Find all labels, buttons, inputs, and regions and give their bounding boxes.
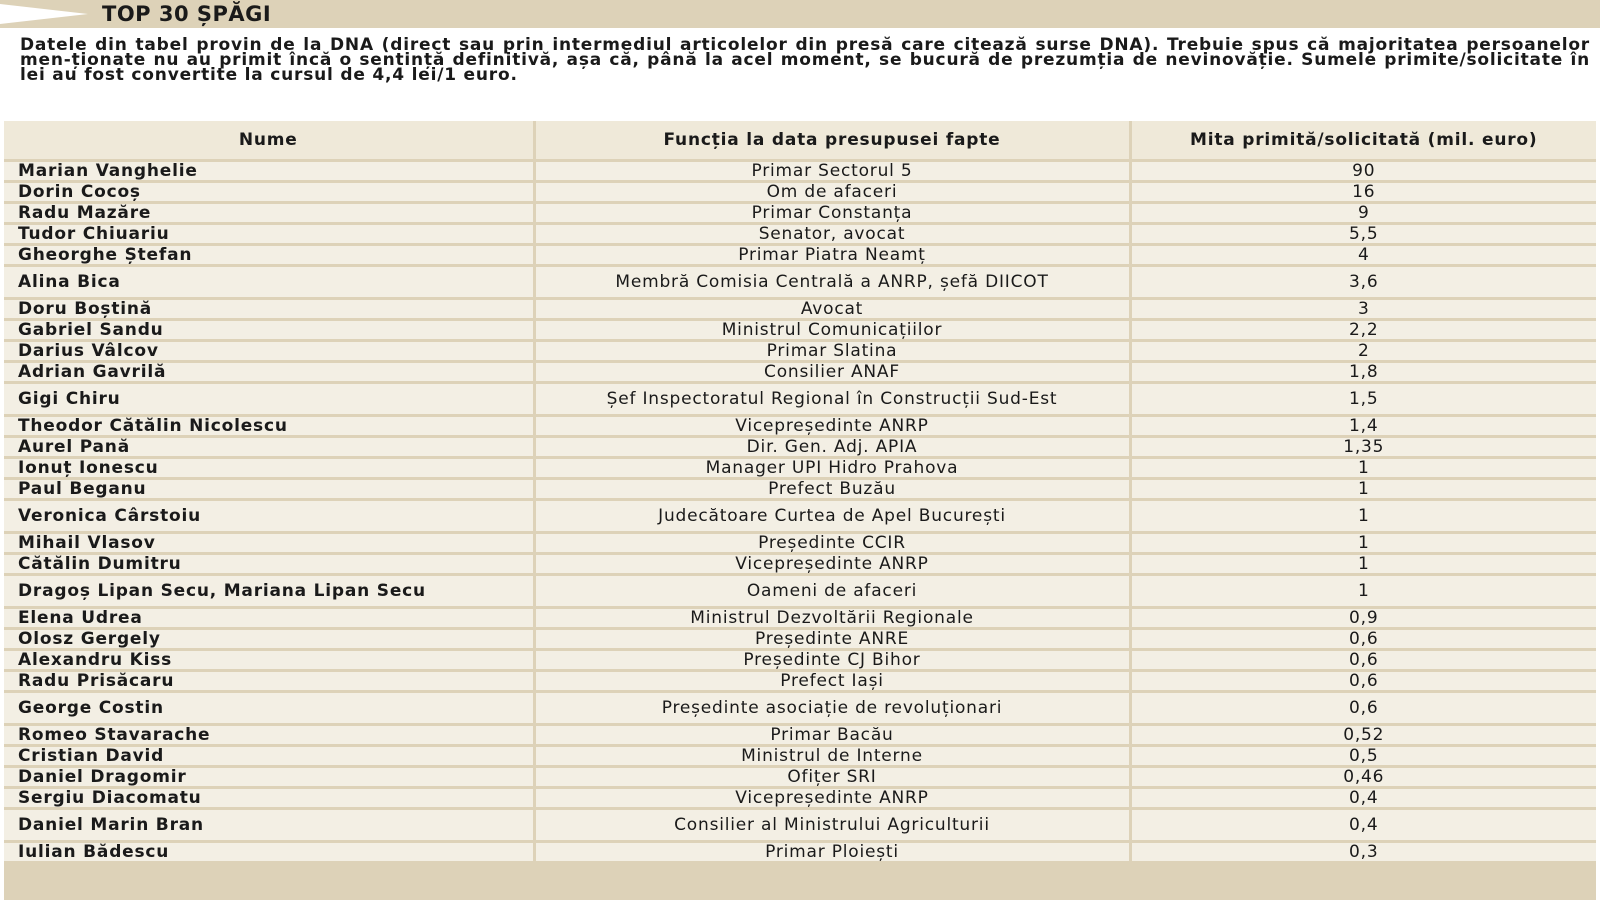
table-row: [4, 245, 1596, 266]
row-function: Prefect Iași: [534, 671, 1130, 692]
row-value: 1: [1130, 554, 1596, 575]
row-value: 1: [1130, 533, 1596, 554]
table-row: [4, 809, 1596, 842]
row-value: 1: [1130, 500, 1596, 533]
row-name: Cristian David: [4, 746, 534, 767]
row-name: Aurel Pană: [4, 437, 534, 458]
arrow-icon: [0, 4, 88, 24]
row-name: Paul Beganu: [4, 479, 534, 500]
table-row: [4, 437, 1596, 458]
row-name: Dorin Cocoș: [4, 182, 534, 203]
table-row: [4, 767, 1596, 788]
row-function: Primar Ploiești: [534, 842, 1130, 863]
row-function: Președinte CCIR: [534, 533, 1130, 554]
row-value: 9: [1130, 203, 1596, 224]
row-value: 1,4: [1130, 416, 1596, 437]
row-name: George Costin: [4, 692, 534, 725]
table-row: [4, 842, 1596, 863]
row-function: Președinte ANRE: [534, 629, 1130, 650]
row-function: Primar Piatra Neamț: [534, 245, 1130, 266]
row-name: Cătălin Dumitru: [4, 554, 534, 575]
row-name: Tudor Chiuariu: [4, 224, 534, 245]
row-value: 0,9: [1130, 608, 1596, 629]
row-value: 16: [1130, 182, 1596, 203]
row-value: 1: [1130, 575, 1596, 608]
row-name: Veronica Cârstoiu: [4, 500, 534, 533]
column-header-function: Funcția la data presupusei fapte: [534, 121, 1130, 161]
row-function: Ministrul de Interne: [534, 746, 1130, 767]
row-name: Adrian Gavrilă: [4, 362, 534, 383]
row-function: Vicepreședinte ANRP: [534, 554, 1130, 575]
row-name: Gheorghe Ștefan: [4, 245, 534, 266]
row-value: 1: [1130, 479, 1596, 500]
row-value: 1,8: [1130, 362, 1596, 383]
table-row: [4, 458, 1596, 479]
row-function: Oameni de afaceri: [534, 575, 1130, 608]
row-name: Alexandru Kiss: [4, 650, 534, 671]
row-name: Radu Prisăcaru: [4, 671, 534, 692]
table-row: [4, 575, 1596, 608]
table-row: [4, 629, 1596, 650]
table-row: [4, 203, 1596, 224]
table-row: [4, 479, 1596, 500]
table-row: [4, 266, 1596, 299]
row-name: Elena Udrea: [4, 608, 534, 629]
table-row: [4, 224, 1596, 245]
row-value: 0,6: [1130, 671, 1596, 692]
row-name: Alina Bica: [4, 266, 534, 299]
row-function: Șef Inspectoratul Regional în Construcții Sud-Est: [534, 383, 1130, 416]
table-row: [4, 692, 1596, 725]
row-name: Mihail Vlasov: [4, 533, 534, 554]
row-value: 0,46: [1130, 767, 1596, 788]
row-function: Consilier al Ministrului Agriculturii: [534, 809, 1130, 842]
column-header-name: Nume: [4, 121, 534, 161]
table-row: [4, 299, 1596, 320]
table-row: [4, 788, 1596, 809]
intro-paragraph: Datele din tabel provin de la DNA (direct sau prin intermediul articolelor din presă care citează surse DNA). Trebuie spus că majoritatea persoanelor men-ționate nu au primit încă o sentință definitivă, așa că, până la acel moment, se bucură de prezumția de nevinovăție. Sumele primite/solicitate în lei au fost convertite la cursul de 4,4 lei/1 euro.: [20, 35, 1590, 85]
row-function: Primar Constanța: [534, 203, 1130, 224]
column-header-bribe: Mita primită/solicitată (mil. euro): [1130, 121, 1596, 161]
row-name: Radu Mazăre: [4, 203, 534, 224]
table-row: [4, 416, 1596, 437]
row-name: Romeo Stavarache: [4, 725, 534, 746]
table-row: [4, 161, 1596, 182]
row-function: Consilier ANAF: [534, 362, 1130, 383]
row-value: 0,3: [1130, 842, 1596, 863]
row-function: Primar Bacău: [534, 725, 1130, 746]
table-row: [4, 554, 1596, 575]
row-value: 0,5: [1130, 746, 1596, 767]
row-value: 3,6: [1130, 266, 1596, 299]
page-title: TOP 30 ȘPĂGI: [102, 2, 272, 26]
table-row: [4, 383, 1596, 416]
row-value: 90: [1130, 161, 1596, 182]
table-row: [4, 182, 1596, 203]
row-value: 0,6: [1130, 650, 1596, 671]
row-value: 2,2: [1130, 320, 1596, 341]
row-name: Marian Vanghelie: [4, 161, 534, 182]
row-function: Ministrul Dezvoltării Regionale: [534, 608, 1130, 629]
row-function: Ofițer SRI: [534, 767, 1130, 788]
table-row: [4, 362, 1596, 383]
table-row: [4, 650, 1596, 671]
row-function: Om de afaceri: [534, 182, 1130, 203]
row-function: Membră Comisia Centrală a ANRP, șefă DIICOT: [534, 266, 1130, 299]
row-value: 0,6: [1130, 629, 1596, 650]
row-function: Dir. Gen. Adj. APIA: [534, 437, 1130, 458]
row-name: Sergiu Diacomatu: [4, 788, 534, 809]
row-value: 3: [1130, 299, 1596, 320]
row-name: Daniel Marin Bran: [4, 809, 534, 842]
table-row: [4, 671, 1596, 692]
row-name: Iulian Bădescu: [4, 842, 534, 863]
row-name: Darius Vâlcov: [4, 341, 534, 362]
row-function: Senator, avocat: [534, 224, 1130, 245]
table-row: [4, 608, 1596, 629]
table-header-row: [4, 121, 1596, 161]
table-row: [4, 746, 1596, 767]
row-name: Gigi Chiru: [4, 383, 534, 416]
row-function: Primar Slatina: [534, 341, 1130, 362]
row-name: Dragoș Lipan Secu, Mariana Lipan Secu: [4, 575, 534, 608]
row-value: 0,4: [1130, 788, 1596, 809]
row-value: 0,4: [1130, 809, 1596, 842]
row-name: Theodor Cătălin Nicolescu: [4, 416, 534, 437]
title-bar: [0, 0, 1600, 28]
row-function: Judecătoare Curtea de Apel București: [534, 500, 1130, 533]
table-row: [4, 533, 1596, 554]
row-name: Doru Boștină: [4, 299, 534, 320]
table-row: [4, 725, 1596, 746]
row-value: 0,6: [1130, 692, 1596, 725]
row-function: Președinte CJ Bihor: [534, 650, 1130, 671]
row-function: Vicepreședinte ANRP: [534, 788, 1130, 809]
row-function: Prefect Buzău: [534, 479, 1130, 500]
row-value: 1: [1130, 458, 1596, 479]
row-function: Președinte asociație de revoluționari: [534, 692, 1130, 725]
row-function: Avocat: [534, 299, 1130, 320]
table-row: [4, 341, 1596, 362]
row-function: Ministrul Comunicațiilor: [534, 320, 1130, 341]
table-row: [4, 320, 1596, 341]
row-value: 5,5: [1130, 224, 1596, 245]
row-value: 0,52: [1130, 725, 1596, 746]
row-name: Gabriel Sandu: [4, 320, 534, 341]
bribes-table: [4, 121, 1596, 864]
row-function: Manager UPI Hidro Prahova: [534, 458, 1130, 479]
row-name: Daniel Dragomir: [4, 767, 534, 788]
row-function: Vicepreședinte ANRP: [534, 416, 1130, 437]
row-value: 1,5: [1130, 383, 1596, 416]
row-name: Ionuț Ionescu: [4, 458, 534, 479]
row-name: Olosz Gergely: [4, 629, 534, 650]
row-value: 2: [1130, 341, 1596, 362]
row-function: Primar Sectorul 5: [534, 161, 1130, 182]
row-value: 4: [1130, 245, 1596, 266]
table-row: [4, 500, 1596, 533]
row-value: 1,35: [1130, 437, 1596, 458]
